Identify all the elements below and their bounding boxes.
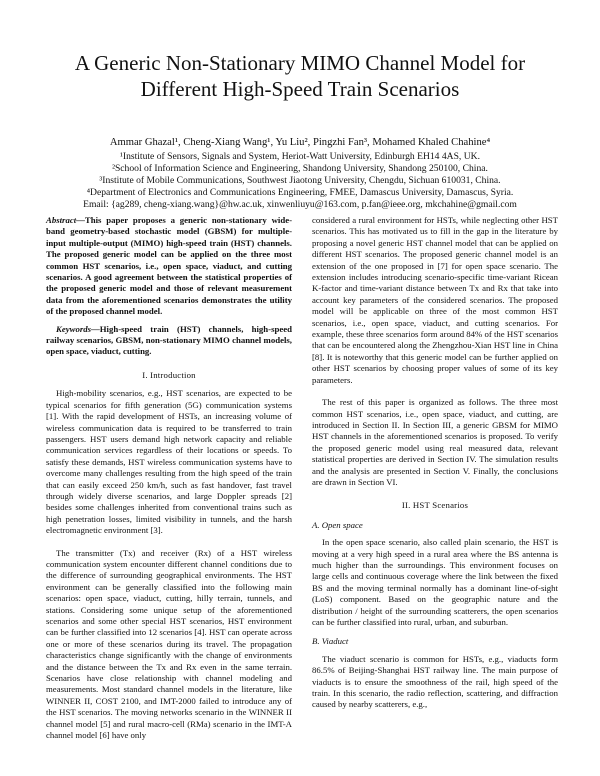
- author-emails: Email: {ag289, cheng-xiang.wang}@hw.ac.uk, xinwenliuyu@163.com, p.fan@ieee.org, mkchahine@gmail.com: [83, 199, 517, 210]
- subsection-heading-viaduct: B. Viaduct: [312, 636, 349, 647]
- author-names: Ammar Ghazal¹, Cheng-Xiang Wang¹, Yu Liu², Pingzhi Fan³, Mohamed Khaled Chahine⁴: [109, 137, 491, 148]
- section-heading-introduction: I. Introduction: [142, 369, 196, 380]
- left-column: [46, 215, 292, 741]
- intro-paragraph-4: The rest of this paper is organized as follows. The three most common HST scenarios, i.e., open space, viaduct, and cutting, are introduced in Section II. In Section III, a generic GBSM for MIMO HST channels in the aforementioned scenarios is proposed. To verify the proposed generic model using real measured data, relevant statistical properties are derived in Section IV. The simulation results and the analysis are presented in Section V. Finally, the conclusions are drawn in Section VI.: [312, 397, 558, 487]
- subsection-heading-open-space: A. Open space: [312, 519, 363, 530]
- intro-paragraph-2: The transmitter (Tx) and receiver (Rx) of a HST wireless communication system encounter different channel conditions due to the difference of surrounding geographical environments. The HST environment can be generally classified into the following main scenarios: open space, viaduct, cutting, hilly terrain, tunnels, and stations. Considering some unique setup of the aforementioned scenarios and some other special HST scenarios, HST environment can be further classified into 12 scenarios [4]. HST can operate across one or more of these scenarios during its travel. The propagation characteristics change significantly with the change of environments and the distance between the Tx and Rx even in the same terrain. Scenarios have close relationship with channel modeling and measurements. Most standard channel models in the literature, like WINNER II, COST 2100, and IMT-2000 failed to introduce any of the HST scenarios. The moving networks scenario in the WINNER II channel model [5] and rural macro-cell (RMa) scenario in the IMT-A channel model [6] have only: [46, 547, 292, 741]
- author-block: [40, 136, 560, 211]
- intro-paragraph-3: considered a rural environment for HSTs, while neglecting other HST scenarios. This has motivated us to fill in the gap in the literature by proposing a novel generic HST channel model that can be applied on different HST scenarios. The proposed generic channel model is an extension of the one proposed in [7] for open space scenario. The extension includes introducing scenario-specific time-variant Ricean K-factor and time-variant distance between Tx and Rx that take into account key parameters of the considered scenarios. The proposed model will be applicable on three of the most common HST scenarios, i.e., open space, viaduct, and cutting scenarios. For example, these three scenarios form around 84% of the HST scenarios that can be encountered along the Zhengzhou-Xian HST line in China [8]. It is noteworthy that this generic model can be further applied on other HST scenarios by choosing proper values of some of its key parameters.: [312, 215, 558, 385]
- abstract-text: —This paper proposes a generic non-stationary wide-band geometry-based stochastic model (GBSM) for multiple-input multiple-output (MIMO) high-speed train (HST) channels. The proposed generic model can be applied on the three most common HST scenarios, i.e., open space, viaduct, and cutting scenarios. A good agreement between the statistical properties of the proposed generic model and those of relevant measurement data from the aforementioned scenarios demonstrates the utility of the proposed channel model.: [46, 215, 292, 317]
- abstract: [46, 215, 292, 318]
- intro-paragraph-1: High-mobility scenarios, e.g., HST scenarios, are expected to be typical scenarios for fifth generation (5G) communication systems [1]. With the rapid development of HSTs, an increasing volume of wireless communication data is required to be transferred to train passengers. HST users demand high network capacity and reliable communication services regardless of their locations or speeds. To satisfy these demands, HST wireless communication systems have to overcome many challenges resulting from the high speed of the train that can easily exceed 250 km/h, such as fast handover, fast travel through widely diverse scenarios, and large Doppler spreads [2] besides some challenges inherited from conventional trains such as high penetration losses, limited visibility in tunnels, and the harsh electromagnetic environment [3].: [46, 388, 292, 536]
- affiliation-4: ⁴Department of Electronics and Communications Engineering, FMEE, Damascus University, Damascus, Syria.: [86, 187, 514, 198]
- abstract-lead: Abstract: [46, 215, 77, 225]
- affiliation-3: ³Institute of Mobile Communications, Southwest Jiaotong University, Chengdu, Sichuan 610031, China.: [99, 175, 501, 186]
- open-space-paragraph: In the open space scenario, also called plain scenario, the HST is moving at a very high speed in a rural area where the BS antenna is much higher than the surroundings. This environment focuses on large cells and continuous coverage where the link between the fixed BS and the moving terminal normally has a dominant line-of-sight (LoS) component. Based on the geographic nature and the distribution / height of the surrounding scatterers, the open scenarios can be further classified into rural, urban, and suburban.: [312, 537, 558, 627]
- keywords: [46, 324, 292, 358]
- keywords-text: —High-speed train (HST) channels, high-speed railway scenarios, GBSM, non-stationary MIMO channel models, open space, viaduct, cutting.: [46, 323, 292, 357]
- paper-title: A Generic Non-Stationary MIMO Channel Model for Different High-Speed Train Scenarios: [74, 51, 526, 101]
- affiliation-1: ¹Institute of Sensors, Signals and System, Heriot-Watt University, Edinburgh EH14 4AS, UK.: [120, 151, 480, 162]
- affiliation-2: ²School of Information Science and Engineering, Shandong University, Shandong 250100, China.: [112, 163, 488, 174]
- viaduct-paragraph: The viaduct scenario is common for HSTs, e.g., viaducts form 86.5% of Beijing-Shanghai HST railway line. The main purpose of viaducts is to ensure the smoothness of the rail, high speed of the train. In this scenario, the radio reflection, scattering, and diffraction caused by nearby scatterers, e.g.,: [312, 653, 558, 710]
- right-column: [312, 215, 558, 711]
- keywords-lead: Keywords: [56, 323, 91, 334]
- section-heading-hst-scenarios: II. HST Scenarios: [401, 500, 469, 511]
